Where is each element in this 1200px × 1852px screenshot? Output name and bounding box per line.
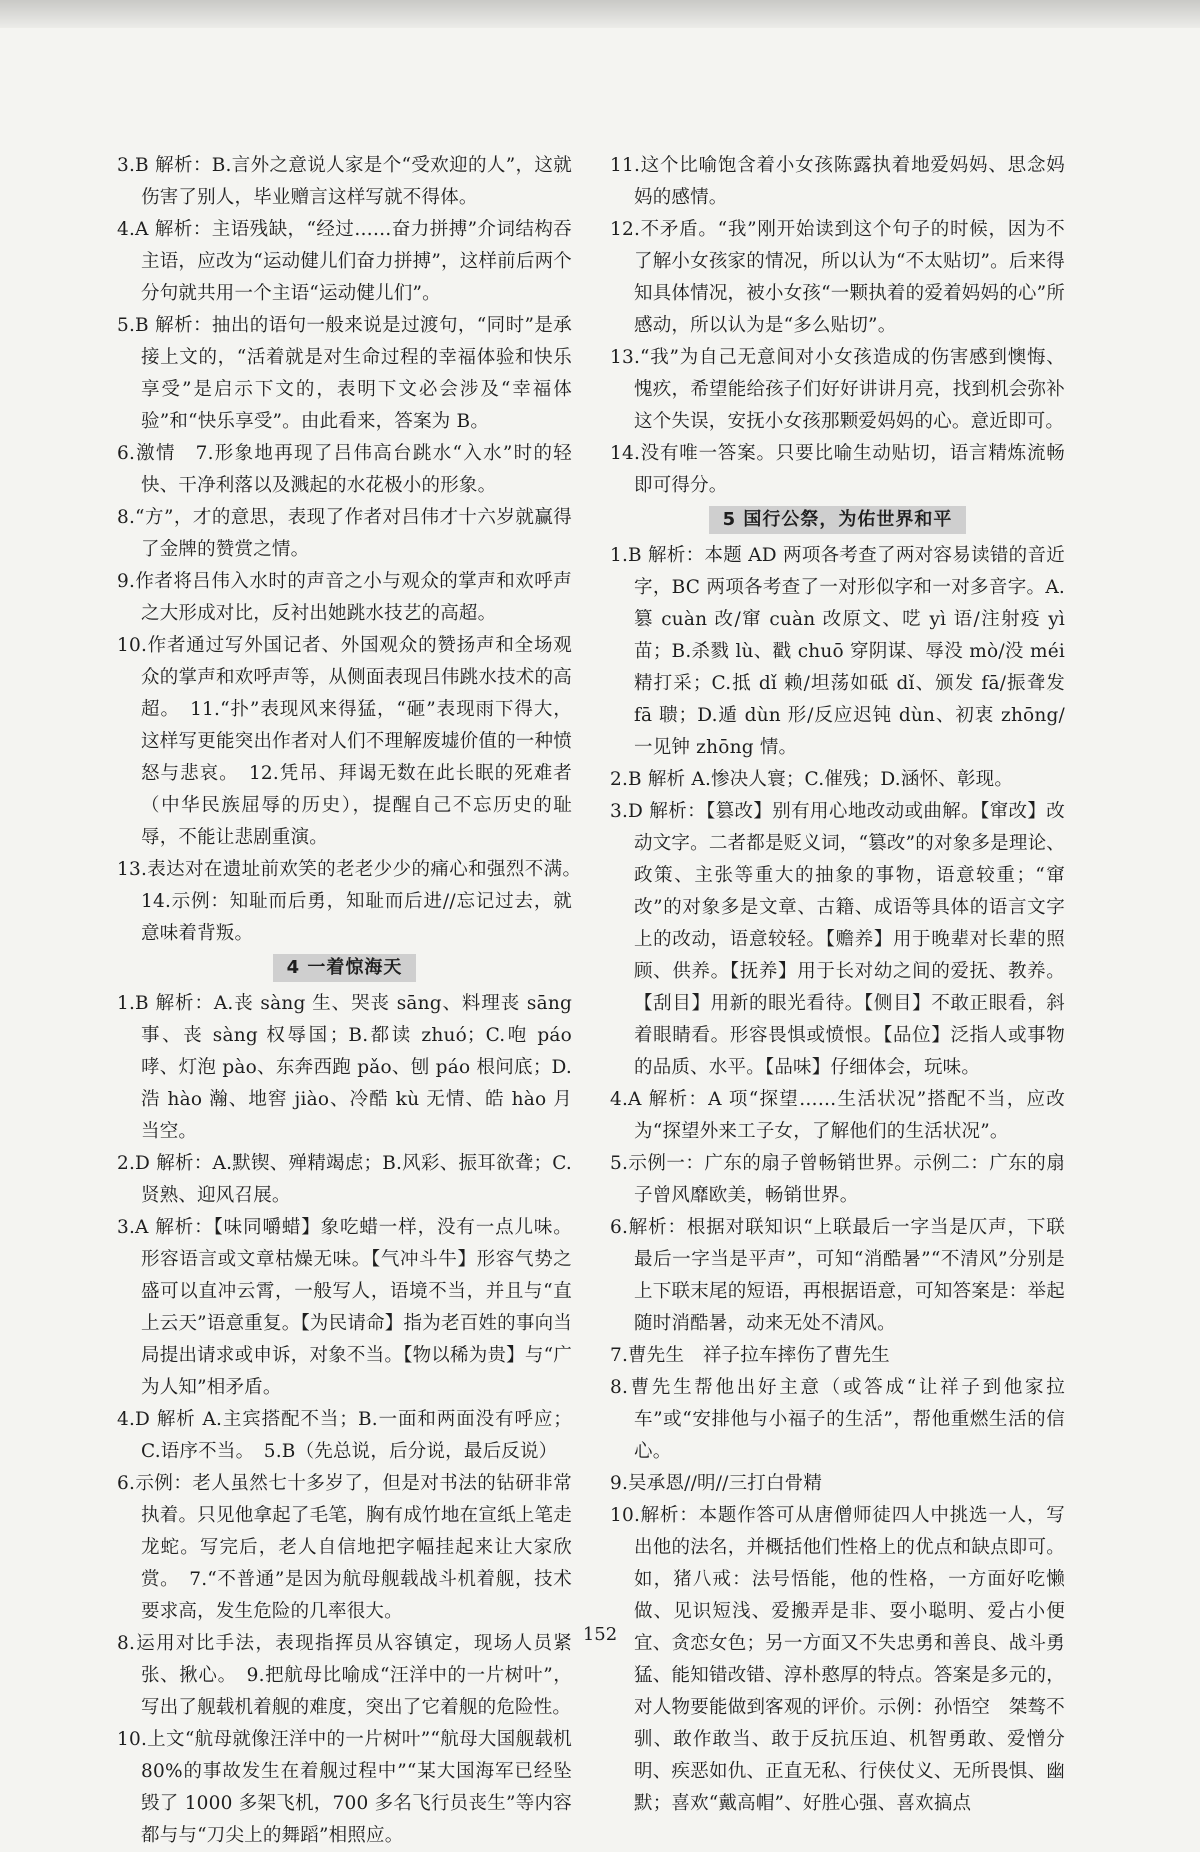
answer-item: 7.曹先生 祥子拉车摔伤了曹先生 xyxy=(610,1345,890,1366)
answer-item: 4.A 解析：A 项“探望……生活状况”搭配不当，应改为“探望外来工子女，了解他们的生活状况”。 xyxy=(610,1089,1065,1142)
answer-item: 14.没有唯一答案。只要比喻生动贴切，语言精炼流畅即可得分。 xyxy=(610,443,1065,496)
left-column xyxy=(117,150,591,1852)
section-heading: 4 一着惊海天 xyxy=(273,954,417,982)
answer-item: 3.D 解析：【篡改】别有用心地改动或曲解。【窜改】改动文字。二者都是贬义词，“篡改”的对象多是理论、政策、主张等重大的抽象的事物，语意较重；“窜改”的对象多是文章、古籍、成语等具体的语言文字上的改动，语意较轻。【赡养】用于晚辈对长辈的照顾、供养。【抚养】用于长对幼之间的爱抚、教养。【刮目】用新的眼光看待。【侧目】不敢正眼看，斜着眼睛看。形容畏惧或愤恨。【品位】泛指人或事物的品质、水平。【品味】仔细体会，玩味。 xyxy=(610,801,1065,1078)
answer-item: 2.D 解析：A.默锲、殚精竭虑；B.风彩、振耳欲聋；C.贤熟、迎风召展。 xyxy=(117,1153,572,1206)
answer-item: 8.“方”，才的意思，表现了作者对吕伟才十六岁就赢得了金牌的赞赏之情。 xyxy=(117,507,572,560)
answer-item: 12.不矛盾。“我”刚开始读到这个句子的时候，因为不了解小女孩家的情况，所以认为“不太贴切”。后来得知具体情况，被小女孩“一颗执着的爱着妈妈的心”所感动，所以认为是“多么贴切”。 xyxy=(610,219,1065,336)
answer-item: 1.B 解析：A.丧 sàng 生、哭丧 sāng、料理丧 sāng 事、丧 sàng 权辱国；B.都读 zhuó；C.咆 páo 哮、灯泡 pào、东奔西跑 pǎo、刨 páo 根问底；D.浩 hào 瀚、地窖 jiào、冷酷 kù 无情、皓 hào 月当空。 xyxy=(117,993,572,1142)
answer-item: 4.D 解析 A.主宾搭配不当；B.一面和两面没有呼应；C.语序不当。 5.B（先总说，后分说，最后反说） xyxy=(117,1409,572,1462)
answer-item: 13.“我”为自己无意间对小女孩造成的伤害感到懊悔、愧疚，希望能给孩子们好好讲讲月亮，找到机会弥补这个失误，安抚小女孩那颗爱妈妈的心。意近即可。 xyxy=(610,347,1065,432)
answer-item: 9.作者将吕伟入水时的声音之小与观众的掌声和欢呼声之大形成对比，反衬出她跳水技艺的高超。 xyxy=(117,571,572,624)
page-number: 152 xyxy=(582,1624,618,1645)
answer-item: 6.示例：老人虽然七十多岁了，但是对书法的钻研非常执着。只见他拿起了毛笔，胸有成竹地在宣纸上笔走龙蛇。写完后，老人自信地把字幅挂起来让大家欣赏。 7.“不普通”是因为航母舰载战斗机着舰，技术要求高，发生危险的几率很大。 xyxy=(117,1473,572,1622)
answer-item: 3.B 解析：B.言外之意说人家是个“受欢迎的人”，这就伤害了别人，毕业赠言这样写就不得体。 xyxy=(117,155,572,208)
answer-item: 6.激情 7.形象地再现了吕伟高台跳水“入水”时的轻快、干净利落以及溅起的水花极小的形象。 xyxy=(117,443,572,496)
right-column xyxy=(610,150,1065,1820)
answer-item: 11.这个比喻饱含着小女孩陈露执着地爱妈妈、思念妈妈的感情。 xyxy=(610,155,1065,208)
answer-item: 3.A 解析：【味同嚼蜡】象吃蜡一样，没有一点儿味。形容语言或文章枯燥无味。【气冲斗牛】形容气势之盛可以直冲云霄，一般写人，语境不当，并且与“直上云天”语意重复。【为民请命】指为老百姓的事向当局提出请求或申诉，对象不当。【物以稀为贵】与“广为人知”相矛盾。 xyxy=(117,1217,572,1398)
answer-item: 8.曹先生帮他出好主意（或答成“让祥子到他家拉车”或“安排他与小福子的生活”，帮他重燃生活的信心。 xyxy=(610,1377,1065,1462)
section-heading-wrapper xyxy=(610,504,1065,536)
section-heading-wrapper xyxy=(117,952,572,984)
answer-item: 10.解析：本题作答可从唐僧师徒四人中挑选一人，写出他的法名，并概括他们性格上的优点和缺点即可。如，猪八戒：法号悟能，他的性格，一方面好吃懒做、见识短浅、爱搬弄是非、耍小聪明、爱占小便宜、贪恋女色；另一方面又不失忠勇和善良、战斗勇猛、能知错改错、淳朴憨厚的特点。答案是多元的，对人物要能做到客观的评价。示例：孙悟空 桀骜不驯、敢作敢当、敢于反抗压迫、机智勇敢、爱憎分明、疾恶如仇、正直无私、行侠仗义、无所畏惧、幽默；喜欢“戴高帽”、好胜心强、喜欢搞点 xyxy=(610,1505,1065,1814)
answer-item: 13.表达对在遗址前欢笑的老老少少的痛心和强烈不满。 14.示例：知耻而后勇，知耻而后进//忘记过去，就意味着背叛。 xyxy=(117,859,591,944)
answer-item: 8.运用对比手法，表现指挥员从容镇定，现场人员紧张、揪心。 9.把航母比喻成“汪洋中的一片树叶”，写出了舰载机着舰的难度，突出了它着舰的危险性。 xyxy=(117,1633,572,1718)
answer-item: 9.吴承恩//明//三打白骨精 xyxy=(610,1473,823,1494)
answer-item: 2.B 解析 A.惨决人寰；C.催残；D.涵怀、彰现。 xyxy=(610,769,1014,790)
answer-item: 4.A 解析：主语残缺，“经过……奋力拼搏”介词结构吞主语，应改为“运动健儿们奋力拼搏”，这样前后两个分句就共用一个主语“运动健儿们”。 xyxy=(117,219,572,304)
answer-item: 6.解析：根据对联知识“上联最后一字当是仄声，下联最后一字当是平声”，可知“消酷暑”“不清风”分别是上下联末尾的短语，再根据语意，可知答案是：举起随时消酷暑，动来无处不清风。 xyxy=(610,1217,1065,1334)
section-heading: 5 国行公祭，为佑世界和平 xyxy=(709,506,967,534)
answer-item: 10.上文“航母就像汪洋中的一片树叶”“航母大国舰载机 80%的事故发生在着舰过程中”“某大国海军已经坠毁了 1000 多架飞机，700 多名飞行员丧生”等内容都与与“刀尖上的舞蹈”相照应。 xyxy=(117,1729,572,1846)
answer-item: 5.B 解析：抽出的语句一般来说是过渡句，“同时”是承接上文的，“活着就是对生命过程的幸福体验和快乐享受”是启示下文的，表明下文必会涉及“幸福体验”和“快乐享受”。由此看来，答案为 B。 xyxy=(117,315,572,432)
answer-item: 5.示例一：广东的扇子曾畅销世界。示例二：广东的扇子曾风靡欧美，畅销世界。 xyxy=(610,1153,1065,1206)
answer-item: 1.B 解析：本题 AD 两项各考查了两对容易读错的音近字，BC 两项各考查了一对形似字和一对多音字。A.篡 cuàn 改/窜 cuàn 改原文、呓 yì 语/注射疫 yì 苗；B.杀戮 lù、戳 chuō 穿阴谋、辱没 mò/没 méi 精打采；C.抵 dǐ 赖/坦荡如砥 dǐ、颁发 fā/振聋发 fā 聩；D.遁 dùn 形/反应迟钝 dùn、初衷 zhōng/一见钟 zhōng 情。 xyxy=(610,545,1065,758)
answer-item: 10.作者通过写外国记者、外国观众的赞扬声和全场观众的掌声和欢呼声等，从侧面表现吕伟跳水技术的高超。 11.“扑”表现风来得猛，“砸”表现雨下得大，这样写更能突出作者对人们不理解废墟价值的一种愤怒与悲哀。 12.凭吊、拜谒无数在此长眠的死难者（中华民族屈辱的历史），提醒自己不忘历史的耻辱，不能让悲剧重演。 xyxy=(117,635,572,848)
scan-top-edge xyxy=(0,0,1200,28)
